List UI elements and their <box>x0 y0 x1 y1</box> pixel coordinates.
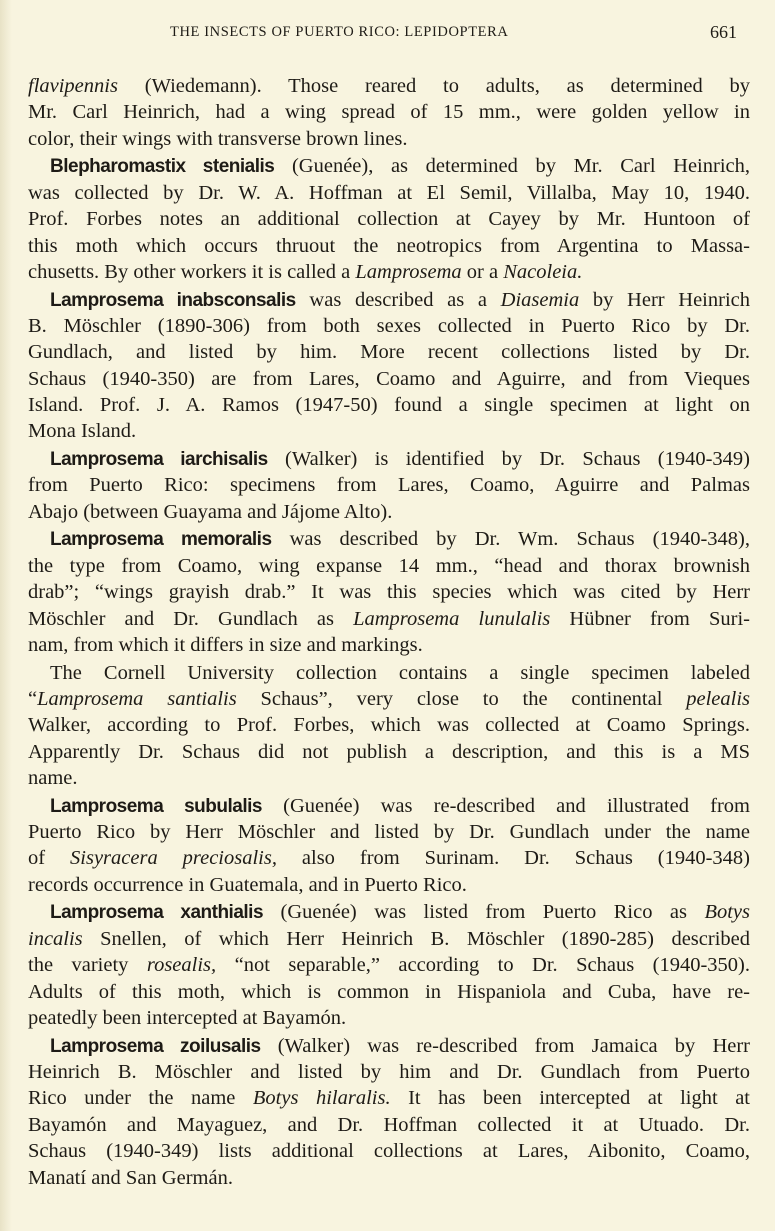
text-segment: Bayamón and Mayaguez, and Dr. Hoffman collected it at Utuado. Dr. <box>28 1113 750 1136</box>
italic-text: Botys hilaralis. <box>252 1087 391 1110</box>
text-segment: (Guenée) was listed from Puerto Rico as <box>263 901 705 924</box>
italic-text: pelealis <box>686 687 750 710</box>
text-segment: Manatí and San Germán. <box>28 1166 233 1189</box>
text-segment: nam, from which it differs in size and markings. <box>28 633 423 656</box>
text-segment: (Guenée) was re-described and illustrated from <box>261 794 750 817</box>
paragraph <box>28 899 750 1031</box>
text-segment: Apparently Dr. Schaus did not publish a description, and this is a MS <box>28 740 750 763</box>
text-segment: name. <box>28 767 78 790</box>
italic-text: Nacoleia. <box>503 260 583 283</box>
text-line <box>28 472 750 498</box>
species-name: Lamprosema xanthialis <box>50 902 264 924</box>
text-segment: by Herr Heinrich <box>579 288 750 311</box>
text-segment: B. Möschler (1890-306) from both sexes collected in Puerto Rico by Dr. <box>28 314 750 337</box>
italic-text: Diasemia <box>500 288 580 311</box>
text-line <box>28 739 750 765</box>
text-segment: peatedly been intercepted at Bayamón. <box>28 1006 347 1029</box>
text-segment: (Walker) is identified by Dr. Schaus (1940-349) <box>267 448 750 471</box>
italic-text: incalis <box>28 927 83 950</box>
text-line <box>28 660 750 686</box>
italic-text: Lamprosema santialis <box>37 687 237 710</box>
text-segment: or a <box>461 260 504 283</box>
paragraph <box>28 73 750 152</box>
text-segment: Snellen, of which Herr Heinrich B. Möschler (1890-285) described <box>82 927 750 950</box>
text-segment: Heinrich B. Möschler and listed by him and Dr. Gundlach from Puerto <box>28 1060 750 1083</box>
paragraph <box>28 446 750 525</box>
text-segment: The Cornell University collection contains a single specimen labeled <box>50 661 750 684</box>
italic-text: Lamprosema <box>355 260 462 283</box>
text-segment: drab”; “wings grayish drab.” It was this species which was cited by Herr <box>28 581 750 604</box>
text-segment: was described by Dr. Wm. Schaus (1940-348), <box>271 528 750 551</box>
text-line <box>28 952 750 978</box>
text-line <box>28 899 750 925</box>
body-text <box>28 73 750 1192</box>
text-segment: Walker, according to Prof. Forbes, which was collected at Coamo Springs. <box>28 714 750 737</box>
text-segment: Schaus (1940-350) are from Lares, Coamo and Aguirre, and from Vieques <box>28 367 750 390</box>
text-line <box>28 259 750 285</box>
text-line <box>28 499 750 525</box>
text-line <box>28 526 750 552</box>
text-line <box>28 793 750 819</box>
species-name: Lamprosema inabsconsalis <box>50 289 296 311</box>
text-segment: Schaus”, very close to the continental <box>236 687 687 710</box>
italic-text: rosealis, <box>146 954 217 977</box>
species-name: Blepharomastix stenialis <box>50 156 275 178</box>
paragraph <box>28 526 750 658</box>
text-segment: was described as a <box>295 288 501 311</box>
text-line <box>28 287 750 313</box>
page-edge-shadow <box>0 0 12 1231</box>
species-name: Lamprosema zoilusalis <box>50 1035 261 1057</box>
text-segment: was collected by Dr. W. A. Hoffman at El Semil, Villalba, May 10, 1940. <box>28 181 750 204</box>
text-segment: Gundlach, and listed by him. More recent collections listed by Dr. <box>28 341 750 364</box>
species-name: Lamprosema subulalis <box>50 795 262 817</box>
text-line <box>28 233 750 259</box>
text-line <box>28 73 750 99</box>
text-line <box>28 1165 750 1191</box>
text-segment: (Guenée), as determined by Mr. Carl Heinrich, <box>274 155 750 178</box>
text-segment: Island. Prof. J. A. Ramos (1947-50) found a single specimen at light on <box>28 394 750 417</box>
text-segment: Puerto Rico by Herr Möschler and listed by Dr. Gundlach under the name <box>28 821 750 844</box>
text-line <box>28 99 750 125</box>
running-title: THE INSECTS OF PUERTO RICO: LEPIDOPTERA <box>170 24 509 40</box>
text-line <box>28 872 750 898</box>
text-segment: records occurrence in Guatemala, and in Puerto Rico. <box>28 873 467 896</box>
text-line <box>28 418 750 444</box>
text-line <box>28 1059 750 1085</box>
text-segment: also from Surinam. Dr. Schaus (1940-348) <box>276 847 750 870</box>
italic-text: Botys <box>704 901 750 924</box>
text-segment: of <box>28 847 71 870</box>
page-number: 661 <box>710 22 737 42</box>
text-line <box>28 339 750 365</box>
text-line <box>28 446 750 472</box>
text-line <box>28 632 750 658</box>
text-segment: Mona Island. <box>28 420 137 443</box>
text-line <box>28 1085 750 1111</box>
italic-text: flavipennis <box>28 75 118 97</box>
text-segment: the variety <box>28 954 147 977</box>
text-segment: Schaus (1940-349) lists additional collections at Lares, Aibonito, Coamo, <box>28 1140 750 1163</box>
text-line <box>28 1112 750 1138</box>
text-segment: from Puerto Rico: specimens from Lares, Coamo, Aguirre and Palmas <box>28 474 750 497</box>
text-line <box>28 579 750 605</box>
italic-text: Sisyracera preciosalis, <box>70 847 277 870</box>
text-segment: Mr. Carl Heinrich, had a wing spread of 15 mm., were golden yellow in <box>28 101 750 124</box>
text-segment: Prof. Forbes notes an additional collection at Cayey by Mr. Huntoon of <box>28 208 750 231</box>
text-line <box>28 153 750 179</box>
text-segment: “not separable,” according to Dr. Schaus (1940-350). <box>216 954 750 977</box>
text-segment: It has been intercepted at light at <box>390 1087 750 1110</box>
text-line <box>28 1138 750 1164</box>
text-segment: chusetts. By other workers it is called a <box>28 260 356 283</box>
text-line <box>28 1033 750 1059</box>
text-line <box>28 979 750 1005</box>
paragraph <box>28 793 750 899</box>
text-segment: this moth which occurs thruout the neotropics from Argentina to Massa- <box>28 234 750 257</box>
text-line <box>28 313 750 339</box>
paragraph <box>28 287 750 445</box>
species-name: Lamprosema memoralis <box>50 529 272 551</box>
text-line <box>28 845 750 871</box>
text-segment: the type from Coamo, wing expanse 14 mm., “head and thorax brownish <box>28 554 750 577</box>
paragraph <box>28 153 750 285</box>
text-line <box>28 206 750 232</box>
text-line <box>28 926 750 952</box>
text-line <box>28 686 750 712</box>
text-segment: color, their wings with transverse brown lines. <box>28 127 408 150</box>
text-line <box>28 392 750 418</box>
text-segment: Hübner from Suri- <box>550 607 750 630</box>
paragraph <box>28 1033 750 1191</box>
text-segment: (Wiedemann). Those reared to adults, as determined by <box>117 75 750 97</box>
text-line <box>28 366 750 392</box>
text-segment: “ <box>28 687 38 710</box>
text-line <box>28 819 750 845</box>
text-line <box>28 180 750 206</box>
text-segment: (Walker) was re-described from Jamaica by Herr <box>260 1034 750 1057</box>
text-line <box>28 126 750 152</box>
text-line <box>28 765 750 791</box>
text-line <box>28 606 750 632</box>
text-line <box>28 712 750 738</box>
text-segment: Adults of this moth, which is common in Hispaniola and Cuba, have re- <box>28 980 750 1003</box>
text-line <box>28 553 750 579</box>
page-header <box>0 22 775 46</box>
species-name: Lamprosema iarchisalis <box>50 449 268 471</box>
text-segment: Abajo (between Guayama and Jájome Alto). <box>28 500 393 523</box>
text-line <box>28 1005 750 1031</box>
text-segment: Möschler and Dr. Gundlach as <box>28 607 354 630</box>
paragraph <box>28 660 750 792</box>
text-segment: Rico under the name <box>28 1087 253 1110</box>
italic-text: Lamprosema lunulalis <box>353 607 551 630</box>
